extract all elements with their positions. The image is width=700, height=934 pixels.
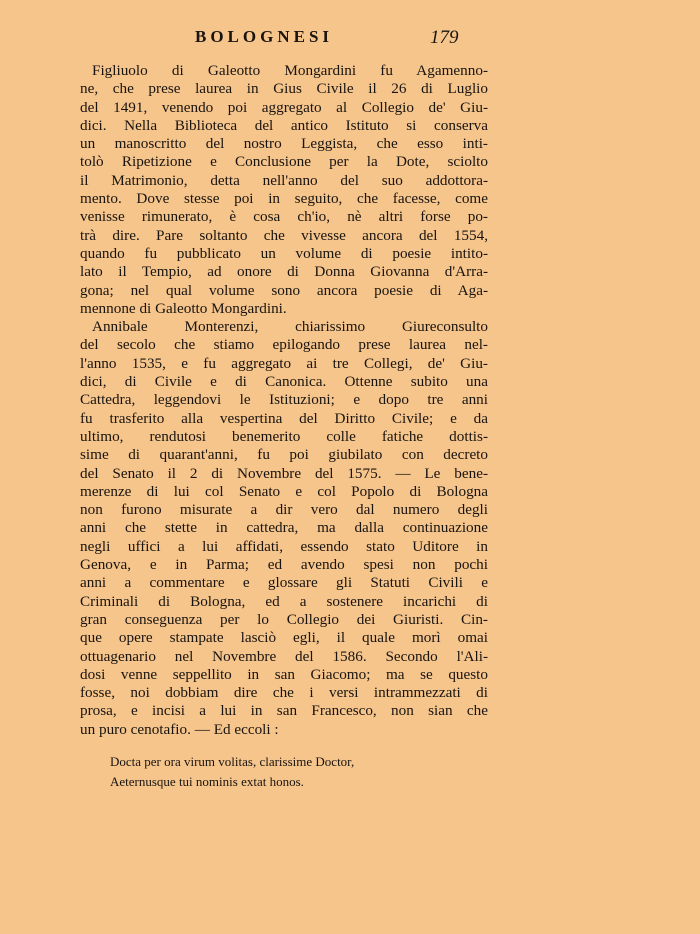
text-line: gran conseguenza per lo Collegio dei Giuristi. Cin- xyxy=(80,610,488,628)
text-line: fosse, noi dobbiam dire che i versi intrammezzati di xyxy=(80,684,488,702)
verse-line: Docta per ora virum volitas, clarissime Doctor, xyxy=(110,754,355,769)
text-line: quando fu pubblicato un volume di poesie intito- xyxy=(80,244,488,262)
text-line: merenze di lui col Senato e col Popolo di Bologna xyxy=(80,482,488,500)
text-line: tolò Ripetizione e Conclusione per la Dote, sciolto xyxy=(80,153,488,171)
text-line: del 1491, venendo poi aggregato al Collegio de' Giu- xyxy=(80,98,488,116)
text-line: prosa, e incisi a lui in san Francesco, non sian che xyxy=(80,702,488,720)
running-head-title: BOLOGNESI xyxy=(195,27,334,46)
text-line: anni che stette in cattedra, ma dalla continuazione xyxy=(80,519,488,537)
epitaph-verse xyxy=(110,752,450,792)
text-line: ne, che prese laurea in Gius Civile il 26 di Luglio xyxy=(80,80,488,98)
text-line: non furono misurate a dir vero dal numero degli xyxy=(80,501,488,519)
text-line: negli uffici a lui affidati, essendo stato Uditore in xyxy=(80,537,488,555)
verse-line: Aeternusque tui nominis extat honos. xyxy=(110,774,304,789)
text-line: mennone di Galeotto Mongardini. xyxy=(80,299,287,317)
text-line: fu trasferito alla vespertina del Diritto Civile; e da xyxy=(80,409,488,427)
text-line: Annibale Monterenzi, chiarissimo Giureconsulto xyxy=(92,318,488,336)
text-line: lato il Tempio, ad onore di Donna Giovanna d'Arra- xyxy=(80,263,488,281)
text-line: del Senato il 2 di Novembre del 1575. — Le bene- xyxy=(80,464,488,482)
text-line: mento. Dove stesse poi in seguito, che facesse, come xyxy=(80,190,488,208)
text-line: Genova, e in Parma; ed avendo spesi non pochi xyxy=(80,556,488,574)
text-line: ottuagenario nel Novembre del 1586. Secondo l'Ali- xyxy=(80,647,488,665)
text-line: dosi venne seppellito in san Giacomo; ma se questo xyxy=(80,665,488,683)
text-line: del secolo che stiamo epilogando prese laurea nel- xyxy=(80,336,488,354)
text-line: gona; nel qual volume sono ancora poesie di Aga- xyxy=(80,281,488,299)
page-number: 179 xyxy=(430,27,459,48)
text-line: sime di quarant'anni, fu poi giubilato con decreto xyxy=(80,446,488,464)
text-line: ultimo, rendutosi benemerito colle fatiche dottis- xyxy=(80,427,488,445)
text-line: dici, di Civile e di Canonica. Ottenne subito una xyxy=(80,373,488,391)
text-line: un manoscritto del nostro Leggista, che esso inti- xyxy=(80,135,488,153)
text-line: trà dire. Pare soltanto che vivesse ancora del 1554, xyxy=(80,226,488,244)
text-line: Criminali di Bologna, ed a sostenere incarichi di xyxy=(80,592,488,610)
text-line: dici. Nella Biblioteca del antico Istituto si conserva xyxy=(80,116,488,134)
text-line: anni a commentare e glossare gli Statuti Civili e xyxy=(80,574,488,592)
running-head xyxy=(0,27,700,51)
text-line: l'anno 1535, e fu aggregato ai tre Collegi, de' Giu- xyxy=(80,354,488,372)
text-line: venisse rimunerato, è cosa ch'io, nè altri forse po- xyxy=(80,208,488,226)
body-text xyxy=(80,62,488,739)
text-line: un puro cenotafio. — Ed eccoli : xyxy=(80,720,279,738)
text-line: il Matrimonio, detta nell'anno del suo addottora- xyxy=(80,171,488,189)
text-line: que opere stampate lasciò egli, il quale morì omai xyxy=(80,629,488,647)
text-line: Figliuolo di Galeotto Mongardini fu Agamenno- xyxy=(92,62,488,79)
text-line: Cattedra, leggendovi le Istituzioni; e dopo tre anni xyxy=(80,391,488,409)
